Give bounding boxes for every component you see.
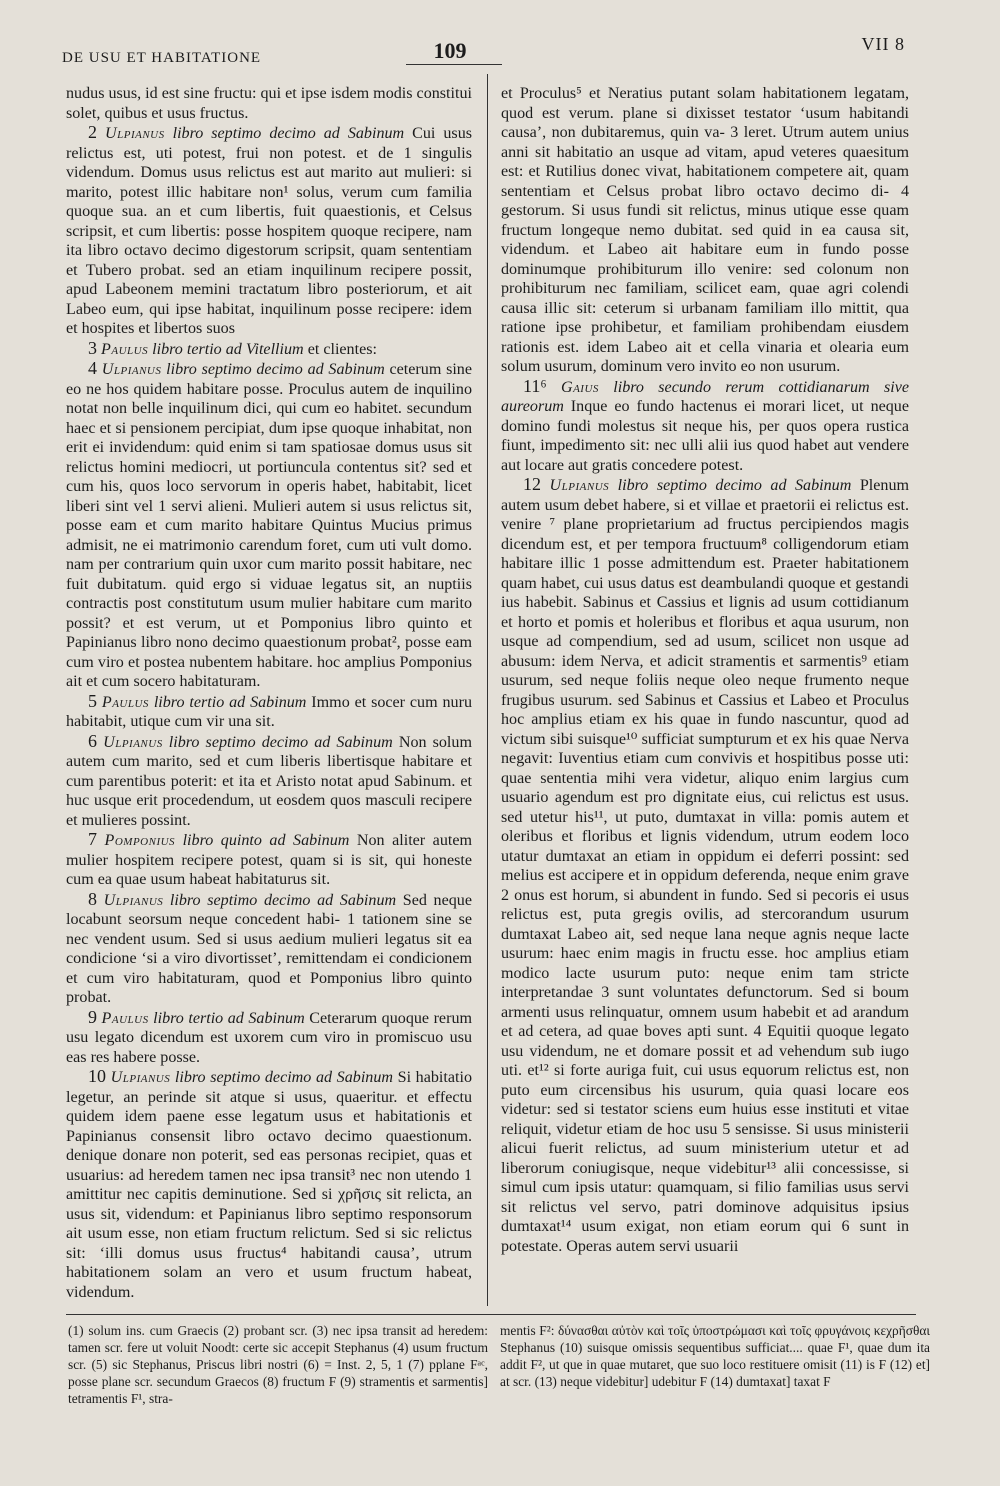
fragment-paragraph bbox=[66, 890, 472, 1008]
footnotes-left-text: (1) solum ins. cum Graecis (2) probant scr. (3) nec ipsa transit ad heredem: tamen scr. fere ut voluit Noodt: certe sic accepit Stephanus (4) usum fructum scr. (5) sic Stephanus, Priscus libri nostri (6) = Inst. 2, 5, 1 (7) pplane Fᵃᶜ, posse plane scr. secundum Graecos (8) fructum F (9) stramentis et sarmentis] tetramentis F¹, stra- bbox=[68, 1323, 488, 1406]
fragment-paragraph bbox=[66, 692, 472, 732]
paragraph-text: Non solum autem cum marito, sed et cum liberis libertisque habitare et cum parentibus poterit: et ita et Aristo notat apud Sabinum. et huc usque erit procedendum, ut eosdem quos masculi recipere et mulieres possint. bbox=[66, 733, 472, 829]
paragraph-text: Sed neque locabunt seorsum neque concedent habi- 1 tationem sine se nec vendent usum. Sed si usus aedium mulieri legatus sit ea condicione ‘si a viro divortisset’, remittendam ei condicionem et cum viro habitaturam, quod et Pomponius libro quinto probat. bbox=[66, 891, 472, 1006]
paragraph-text: Plenum autem usum debet habere, si et villae et praetorii ei relictus est. venire ⁷ plane proprietarium ad fructus percipiendos magis dicendum est, et per tempora fructuum⁸ colligendorum etiam habitare illic 1 posse admittendum est. Praeter habitationem quam habet, cui usus datus est deambulandi quoque et gestandi ius habebit. Sabinus et Cassius et lignis ad usum cottidianum et horto et pomis et holeribus et floribus et aqua usurum, non usque ad compendium, sed ad usum, scilicet non usque ad abusum: idem Nerva, et adicit stramentis et sarmentis⁹ etiam usurum, sed neque foliis neque oleo neque frumento neque frugibus usurum. sed Sabinus et Cassius et Labeo et Proculus hoc amplius etiam ex his quae in fundo nascuntur, quod ad victum sibi suisque¹⁰ sufficiat sumpturum et ex his quae Nerva negavit: Iuventius etiam cum convivis et hospitibus posse uti: quae sententia mihi vera videtur, aliquo enim largius cum usuario agendum est pro dignitate eius, cui relictus est usus. sed utetur his¹¹, ut puto, dumtaxat in villa: pomis autem et oleribus et floribus et lignis videndum, utrum eodem loco utatur dumtaxat an etiam in oppidum ei deferri possint: sed melius est accipere et in oppidum deferenda, neque enim grave 2 onus est horum, si abundent in fundo. Sed si pecoris ei usus relictus est, puta gregis ovilis, ad stercorandum usurum dumtaxat Labeo ait, sed neque lana neque agnis neque lacte usurum: haec enim magis in fructu esse. hoc amplius etiam modico lacte usurum puto: neque enim tam stricte interpretandae 3 sunt voluntates defunctorum. Sed si boum armenti usus relinquatur, omnem usum habebit et ad arandum et ad cetera, ad quae boves apti sunt. 4 Equitii quoque legato usu videndum, ne et domare possit et ad vehendum sub iugo uti. et¹² si forte auriga fuit, cui usus equorum relictus est, non puto eum circensibus his usurum, quia quasi locare eos videtur: sed si testator sciens eum huius esse instituti et vitae reliquit, videtur etiam de hoc usu 5 sensisse. Si usus ministerii alicui fuerit relictus, ad suum ministerium utetur et ad liberorum coniugisque, neque videbitur¹³ alii concessisse, si simul cum ipsis utatur: quamquam, si filio familias usus servi sit relictus vel servo, patri dominove adquisitus ipsius dumtaxat¹⁴ usum exigat, non etiam eorum qui 6 sunt in potestate. Operas autem servi usuarii bbox=[501, 477, 909, 1255]
fragment-paragraph bbox=[66, 359, 472, 692]
fragment-author: Pomponius bbox=[104, 832, 176, 849]
fragment-author: Ulpianus bbox=[110, 1069, 171, 1086]
fragment-paragraph bbox=[501, 377, 909, 476]
fragment-source: libro secundo rerum cottidianarum sive aureorum bbox=[501, 378, 909, 415]
fragment-number: 4 bbox=[88, 358, 97, 378]
paragraph-text: et Proculus⁵ et Neratius putant solam habitationem legatam, quod est verum. plane si dixisset testator ‘usum habitandi causa’, non dubitaremus, quin va- 3 leret. Utrum autem unius anni sit habitatio an usque ad vitam, apud veteres quaesitum est: et Rutilius donec vivat, habitationem competere ait, quam sententiam et Celsus probat libro octavo decimo di- 4 gestorum. Si usus fundi sit relictus, minus utique esse quam fructum longeque nemo dubitat. sed quid in ea causa sit, videndum. et Labeo ait habitare eum in fundo posse dominumque prohibiturum illo venire: sed colonum non prohibiturum nec familiam, scilicet eam, quae agri colendi causa illic sit: ceterum si urbanam familiam illo mittit, qua ratione ipse prohibetur, et familiam prohibendam eiusdem rationis est. idem Labeo ait et cella vinaria et olearia eum solum usurum, dominum vero invito eo non usurum. bbox=[501, 85, 909, 375]
fragment-author: Ulpianus bbox=[104, 125, 165, 142]
footnotes-rule bbox=[66, 1314, 916, 1315]
fragment-source: libro septimo decimo ad Sabinum bbox=[166, 361, 385, 378]
paragraph-text: Cui usus relictus est, uti potest, frui non potest. et de 1 singulis videndum. Domus usus relictus est aut marito aut mulieri: si marito, potest illic habitare non¹ solus, verum cum familia quoque sua. an et cum libertis, fuit quaestionis, et Celsus scripsit, et cum libertis: posse hospitem quoque recipere, nam ita libro octavo decimo digestorum scripsit, quam sententiam et Tubero probat. sed an etiam inquilinum recipere possit, apud Labeonem memini tractatum libro posteriorum, et ait Labeo eum, qui ipse habitat, inquilinum posse recipere: idem et hospites et libertos suos bbox=[66, 125, 472, 337]
fragment-source: libro septimo decimo ad Sabinum bbox=[174, 1069, 394, 1086]
fragment-author: Gaius bbox=[560, 378, 599, 396]
fragment-author: Paulus bbox=[101, 693, 149, 711]
left-text-column bbox=[66, 84, 472, 1300]
fragment-author: Ulpianus bbox=[103, 733, 163, 751]
fragment-author: Ulpianus bbox=[103, 891, 164, 909]
footnotes-left bbox=[68, 1322, 488, 1407]
fragment-source: libro tertio ad Sabinum bbox=[153, 693, 307, 711]
fragment-number: 5 bbox=[88, 690, 97, 711]
paragraph-text: et clientes: bbox=[303, 340, 377, 358]
fragment-author: Paulus bbox=[101, 340, 149, 358]
section-mark: VII 8 bbox=[861, 34, 905, 54]
fragment-number: 12 bbox=[523, 474, 541, 494]
fragment-source: libro septimo decimo ad Sabinum bbox=[169, 891, 397, 909]
fragment-paragraph bbox=[66, 339, 472, 360]
footnotes-right-text: mentis F²: δύνασθαι αὐτὸν καὶ τοῖς ὑποστρώμασι καὶ τοῖς φρυγάνοις κεχρῆσθαι Stephanus (10) suisque omissis sequentibus sufficiat.... quae F¹, quae dum ita addit F², ut que in quae mutaret, que suo loco restituere omisit (11) is F (12) et] at scr. (13) neque videbitur] udebitur F (14) dumtaxat] taxat F bbox=[500, 1323, 930, 1389]
fragment-source: libro septimo decimo ad Sabinum bbox=[617, 477, 852, 494]
fragment-paragraph bbox=[501, 475, 909, 1256]
fragment-number: 8 bbox=[88, 888, 97, 909]
fragment-paragraph bbox=[66, 1067, 472, 1300]
fragment-number: 7 bbox=[88, 829, 97, 849]
fragment-number: 10 bbox=[88, 1066, 106, 1086]
fragment-author: Ulpianus bbox=[101, 361, 162, 378]
fragment-source: libro quinto ad Sabinum bbox=[182, 832, 350, 849]
fragment-source: libro septimo decimo ad Sabinum bbox=[168, 733, 393, 751]
fragment-paragraph bbox=[66, 732, 472, 831]
paragraph-text: Non aliter autem mulier hospitem recipere potest, quam si is sit, qui honeste cum ea quae usum habeat habitaturus sit. bbox=[66, 832, 472, 888]
paragraph-text: Inque eo fundo hactenus ei morari licet, ut neque domino fundi molestus sit neque his, per quos opera rustica fiunt, impedimento sit: nec ulli alii ius quod habet aut vendere aut locare aut gratis concedere potest. bbox=[501, 398, 909, 474]
fragment-author: Paulus bbox=[101, 1009, 149, 1027]
right-text-column bbox=[501, 84, 909, 1300]
paragraph-text: Ceterarum quoque rerum usu legato dicendum est uxorem cum viro in promiscuo usu eas res habere posse. bbox=[66, 1009, 472, 1066]
page-number: 109 bbox=[433, 38, 467, 63]
page-number-rule bbox=[406, 64, 502, 65]
footnotes-right bbox=[500, 1322, 930, 1390]
fragment-number: 6 bbox=[88, 730, 97, 751]
continued-paragraph bbox=[501, 84, 909, 377]
fragment-source: libro septimo decimo ad Sabinum bbox=[172, 125, 405, 142]
fragment-paragraph bbox=[66, 123, 472, 339]
running-title: DE USU ET HABITATIONE bbox=[62, 50, 262, 66]
fragment-number: 3 bbox=[88, 337, 97, 358]
fragment-source: libro tertio ad Sabinum bbox=[153, 1009, 305, 1027]
fragment-author: Ulpianus bbox=[549, 477, 610, 494]
fragment-paragraph bbox=[66, 1008, 472, 1068]
paragraph-text: ceterum sine eo ne hos quidem habitare posse. Proculus autem de inquilino notat non belle inquilinum dici, qui cum eo habitet. secundum haec et si pensionem percipiat, dum ipse quoque inhabitat, non erit ei invidendum: quid enim si tam spatiosae domus usus sit relictus homini mediocri, ut portiuncula contentus sit? sed et cum his, quos loco servorum in operis habet, habitabit, licet liberi sint vel 1 servi alieni. Mulieri autem si usus relictus sit, posse eam et cum marito habitare Quintus Mucius primus admisit, ne ei matrimonio carendum foret, cum uti vult domo. nam per contrarium quin uxor cum marito possit habitare, nec fuit dubitatum. quid ergo si viduae legatus sit, an nuptiis contractis post constitutum usum mulier habitare cum marito possit? et est verum, ut et Pomponius libro quinto et Papinianus libro nono decimo quaestionum probat², posse eam cum viro et postea nubentem habitare. hoc amplius Pomponius ait et cum socero habitaturam. bbox=[66, 361, 472, 690]
paragraph-text: Si habitatio legetur, an perinde sit atque si usus, quaeritur. et effectu quidem idem paene esse legatum usus et habitationis et Papinianus consensit libro octavo decimo quaestionum. denique donare non poterit, sed eas personas recipiet, quas et usuarius: ad heredem tamen nec ipsa transit³ nec non utendo 1 amittitur nec capitis deminutione. Sed si χρῆσις sit relicta, an usus sit, videndum: et Papinianus libro septimo responsorum ait usum esse, non etiam fructum relictum. Sed si sic relictus sit: ‘illi domus usus fructus⁴ habitandi causa’, utrum habitationem solam an vero et usum fructum habeat, videndum. bbox=[66, 1069, 472, 1300]
fragment-number: 2 bbox=[88, 122, 97, 142]
paragraph-text: Immo et socer cum nuru habitabit, utique cum vir una sit. bbox=[66, 693, 472, 730]
fragment-source: libro tertio ad Vitellium bbox=[152, 340, 304, 358]
fragment-paragraph bbox=[66, 830, 472, 890]
paragraph-text: nudus usus, id est sine fructu: qui et ipse isdem modis constitui solet, quibus et usus fructus. bbox=[66, 85, 472, 122]
continued-paragraph bbox=[66, 84, 472, 123]
fragment-number: 11⁶ bbox=[523, 375, 547, 396]
fragment-number: 9 bbox=[88, 1006, 97, 1027]
column-divider bbox=[487, 74, 488, 1306]
